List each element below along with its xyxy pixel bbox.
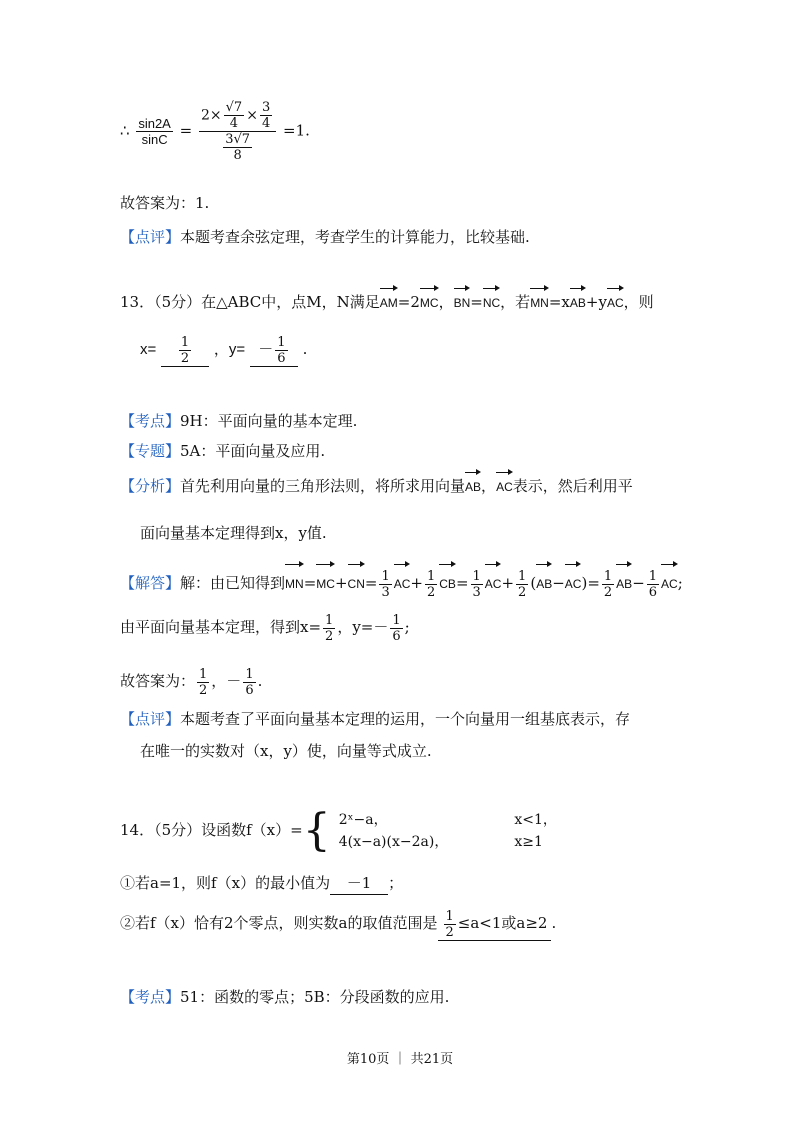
question-13-answers — [140, 332, 307, 367]
jieda-semi: ; — [677, 574, 683, 592]
coef-denominator: 2 — [518, 584, 527, 600]
x-numerator: 1 — [180, 334, 190, 350]
y-sign: － — [258, 340, 274, 358]
answer-text: 故答案为： — [120, 672, 196, 690]
coef-numerator: 1 — [603, 568, 613, 584]
vector-CN: CN — [348, 562, 365, 600]
theorem-end: ; — [404, 618, 410, 636]
case2-expression: 4(x−a)(x−2a)， — [338, 834, 449, 850]
kaodian-text: 9H：平面向量的基本定理. — [180, 412, 358, 430]
part2-answer: ≤a<1或a≥2 — [457, 914, 548, 932]
four-denominator: 4 — [261, 116, 271, 131]
q13-eq2: =2 — [397, 293, 420, 311]
sqrt7-denominator: 4 — [229, 116, 239, 131]
jieda-plus: + — [334, 574, 348, 592]
big-denominator — [199, 132, 276, 163]
three-numerator: 3 — [261, 100, 271, 115]
part2-answer-blank — [438, 906, 552, 941]
part2-numerator: 1 — [445, 908, 454, 924]
answer-y-numerator: 1 — [245, 666, 254, 682]
q13-comma: ， — [438, 293, 454, 311]
paren-open: ( — [530, 574, 537, 592]
jieda-eq4: = — [587, 574, 600, 592]
fenxi-comma: ， — [481, 477, 497, 495]
y-answer-blank — [250, 332, 298, 367]
kaodian-14 — [120, 986, 449, 1008]
answer-line-13 — [120, 664, 262, 698]
x-denominator: 2 — [180, 350, 190, 366]
vector-AC: AC — [661, 562, 678, 600]
lhs-numerator: sin2A — [138, 116, 171, 131]
equals-sign: = — [179, 121, 193, 140]
comment-text: 本题考查了平面向量基本定理的运用，一个向量用一组基底表示，存 — [180, 710, 631, 728]
case2-condition: x≥1 — [514, 834, 543, 850]
jieda-plus3: + — [501, 574, 515, 592]
lhs-denominator: sinC — [141, 132, 168, 147]
comment-13-line-2: 在唯一的实数对（x，y）使，向量等式成立. — [140, 742, 432, 760]
coef-numerator: 1 — [426, 568, 436, 584]
answer-x-denominator: 2 — [199, 682, 208, 698]
jieda-eq2: = — [364, 574, 378, 592]
jieda-minus2: − — [632, 574, 645, 592]
vector-MC: MC — [316, 562, 335, 600]
answer-end: . — [257, 672, 263, 690]
coef-denominator: 2 — [426, 584, 436, 600]
q13-end: . — [302, 340, 308, 358]
x-answer-blank — [161, 332, 209, 367]
vector-CB: CB — [439, 562, 456, 600]
coef-denominator: 3 — [472, 584, 481, 600]
vector-AB: AB — [570, 286, 586, 314]
eight-denominator: 8 — [233, 148, 242, 163]
x-label: x= — [140, 341, 157, 358]
page-footer: 第10页 ｜ 共21页 — [346, 1052, 454, 1067]
fenxi-text-a: 首先利用向量的三角形法则，将所求用向量 — [180, 477, 466, 495]
ratio-formula — [120, 100, 310, 163]
theorem-text: 由平面向量基本定理，得到x= — [120, 618, 322, 636]
jieda-plus2: + — [410, 574, 423, 592]
fenxi-13 — [120, 470, 633, 498]
coef-numerator: 1 — [518, 568, 527, 584]
vector-AB: AB — [465, 470, 481, 498]
vector-MN: MN — [285, 562, 304, 600]
question-14-stem — [120, 804, 563, 856]
theorem-line — [120, 610, 410, 644]
q14-part-1 — [120, 872, 403, 895]
vector-AC: AC — [485, 562, 502, 600]
vector-AC: AC — [496, 470, 513, 498]
q13-eq: = — [470, 293, 483, 311]
vector-AB: AB — [616, 562, 632, 600]
lhs-fraction — [136, 116, 173, 147]
answer-x-numerator: 1 — [199, 666, 208, 682]
big-numerator — [199, 100, 276, 132]
part1-text: ①若a=1，则f（x）的最小值为 — [120, 874, 331, 892]
q13-stem-b: ，若 — [500, 293, 531, 311]
comment-12 — [120, 226, 530, 248]
coef-numerator: 1 — [472, 568, 481, 584]
coef-numerator: 1 — [381, 568, 390, 584]
jieda-eq3: = — [455, 574, 469, 592]
zhuanti-text: 5A：平面向量及应用. — [180, 442, 326, 460]
vector-MC: MC — [420, 286, 439, 314]
answer-line-12: 故答案为：1. — [120, 194, 210, 212]
formula-result: =1. — [283, 121, 310, 140]
q13-stem-text: 13．（5分）在△ABC中，点M，N满足 — [120, 293, 380, 311]
q13-eqx: =x — [548, 293, 570, 311]
case1-condition: x<1， — [514, 812, 557, 828]
vector-AC: AC — [394, 562, 411, 600]
case1-expression: 2ˣ−a， — [338, 812, 388, 828]
vector-AB: AB — [536, 562, 552, 600]
question-13-stem — [120, 286, 654, 314]
fenxi-text-b: 表示，然后利用平 — [512, 477, 633, 495]
comment-text: 本题考查余弦定理，考查学生的计算能力，比较基础. — [180, 228, 530, 246]
vector-MN: MN — [530, 286, 549, 314]
x-numerator: 1 — [325, 612, 334, 628]
coef-denominator: 6 — [648, 584, 658, 600]
y-numerator: 1 — [392, 612, 401, 628]
vector-BN: BN — [454, 286, 471, 314]
zhuanti-tag: 【专题】 — [120, 442, 181, 460]
jieda-13 — [120, 562, 683, 600]
y-label: ，y= — [213, 341, 246, 358]
vector-NC: NC — [483, 286, 500, 314]
answer-mid: ，－ — [211, 672, 242, 690]
theorem-mid: ，y=－ — [337, 618, 389, 636]
sqrt7-numerator: √7 — [225, 100, 243, 115]
jieda-minus: − — [552, 574, 565, 592]
big-fraction — [199, 100, 276, 163]
x-denominator: 2 — [325, 628, 334, 644]
part1-end: ； — [388, 874, 404, 892]
coef-numerator: 1 — [648, 568, 658, 584]
part2-end: . — [551, 914, 557, 932]
kaodian-text: 51：函数的零点；5B：分段函数的应用. — [180, 988, 450, 1006]
q13-plusy: +y — [585, 293, 607, 311]
kaodian-13 — [120, 410, 357, 432]
vector-AC: AC — [565, 562, 582, 600]
coef-denominator: 3 — [381, 584, 390, 600]
q13-stem-c: ，则 — [623, 293, 654, 311]
vector-AM: AM — [380, 286, 398, 314]
part2-denominator: 2 — [445, 924, 454, 940]
left-brace-icon: { — [302, 805, 331, 856]
coef-denominator: 2 — [603, 584, 613, 600]
part2-text: ②若f（x）恰有2个零点，则实数a的取值范围是 — [120, 914, 438, 932]
y-numerator: 1 — [277, 334, 286, 350]
kaodian-tag: 【考点】 — [120, 988, 181, 1006]
q14-part-2 — [120, 906, 556, 941]
comment-13 — [120, 708, 630, 730]
jieda-tag: 【解答】 — [120, 574, 181, 592]
jieda-eq: = — [303, 574, 317, 592]
piecewise-cases — [333, 809, 563, 853]
answer-y-denominator: 6 — [245, 682, 254, 698]
jieda-prefix: 解：由已知得到 — [180, 574, 286, 592]
q14-stem-text: 14．（5分）设函数f（x）= — [120, 821, 303, 839]
times-sign: × — [246, 107, 258, 124]
vector-AC: AC — [607, 286, 624, 314]
paren-close: ) — [581, 574, 588, 592]
fenxi-tag: 【分析】 — [120, 477, 181, 495]
part1-answer-blank: －1 — [330, 872, 388, 895]
kaodian-tag: 【考点】 — [120, 412, 181, 430]
coefficient-two: 2× — [201, 107, 222, 124]
fenxi-line-2: 面向量基本定理得到x，y值. — [140, 524, 327, 542]
therefore-symbol: ∴ — [120, 121, 130, 140]
y-denominator: 6 — [392, 628, 401, 644]
comment-tag: 【点评】 — [120, 228, 181, 246]
3sqrt7-numerator: 3√7 — [225, 132, 251, 147]
zhuanti-13 — [120, 440, 325, 462]
y-denominator: 6 — [277, 350, 286, 366]
comment-tag: 【点评】 — [120, 710, 181, 728]
